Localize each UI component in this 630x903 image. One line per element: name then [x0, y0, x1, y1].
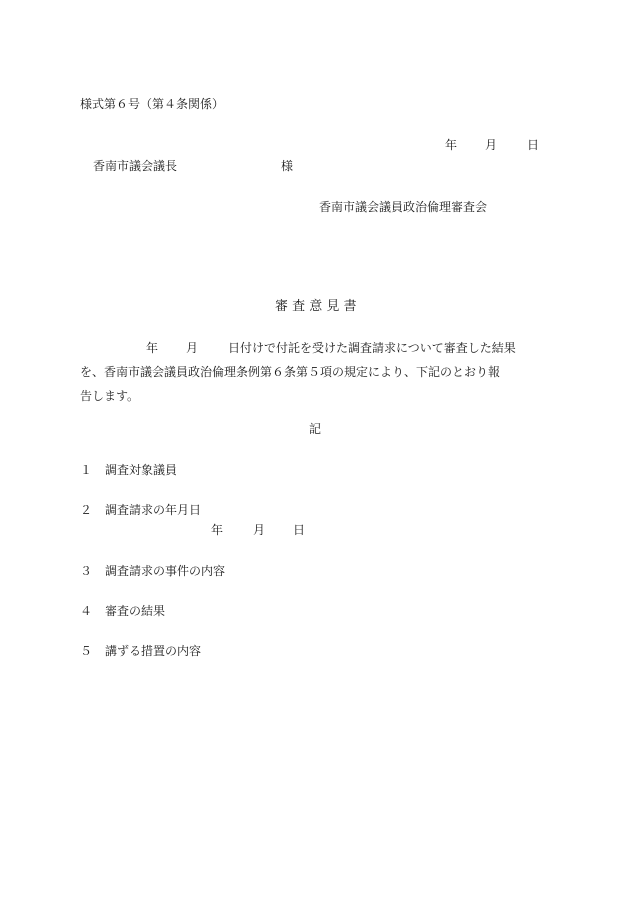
item-number: １ [80, 463, 93, 477]
item-number: ４ [80, 604, 93, 618]
header-date-month: 月 [485, 138, 498, 152]
ki-heading: 記 [309, 422, 322, 436]
form-number: 様式第６号（第４条関係） [80, 97, 225, 111]
document-title: 審 査 意 見 書 [275, 299, 357, 314]
body-line-1 [80, 336, 550, 360]
list-item [80, 603, 165, 619]
item2-date-month: 月 [253, 523, 266, 537]
item-number: ２ [80, 503, 93, 517]
header-date [445, 137, 539, 153]
body-line-2: を、香南市議会議員政治倫理条例第６条第５項の規定により、下記のとおり報 [80, 365, 501, 379]
item-label: 調査請求の事件の内容 [105, 564, 226, 578]
header-date-year: 年 [445, 138, 458, 152]
item-label: 講ずる措置の内容 [105, 644, 202, 658]
body-line-1-rest: 日付けで付託を受けた調査請求について審査した結果 [228, 341, 516, 355]
list-item [80, 643, 201, 659]
item-label: 調査請求の年月日 [105, 503, 202, 517]
list-item [80, 502, 201, 518]
item-number: ３ [80, 564, 93, 578]
list-item [80, 563, 225, 579]
item-label: 調査対象議員 [105, 463, 178, 477]
addressee-name: 香南市議会議長 [93, 159, 178, 173]
sender-name: 香南市議会議員政治倫理審査会 [319, 200, 488, 214]
list-item [80, 462, 177, 478]
body-paragraph [80, 336, 550, 408]
item2-date-day: 日 [293, 523, 306, 537]
item-label: 審査の結果 [105, 604, 166, 618]
item2-date [211, 522, 305, 538]
body-date-year: 年 [146, 341, 159, 355]
item-number: ５ [80, 644, 93, 658]
addressee-honorific: 様 [281, 159, 294, 173]
body-date-month: 月 [186, 341, 199, 355]
body-line-3: 告します。 [80, 389, 140, 403]
item2-date-year: 年 [211, 523, 224, 537]
header-date-day: 日 [527, 138, 540, 152]
